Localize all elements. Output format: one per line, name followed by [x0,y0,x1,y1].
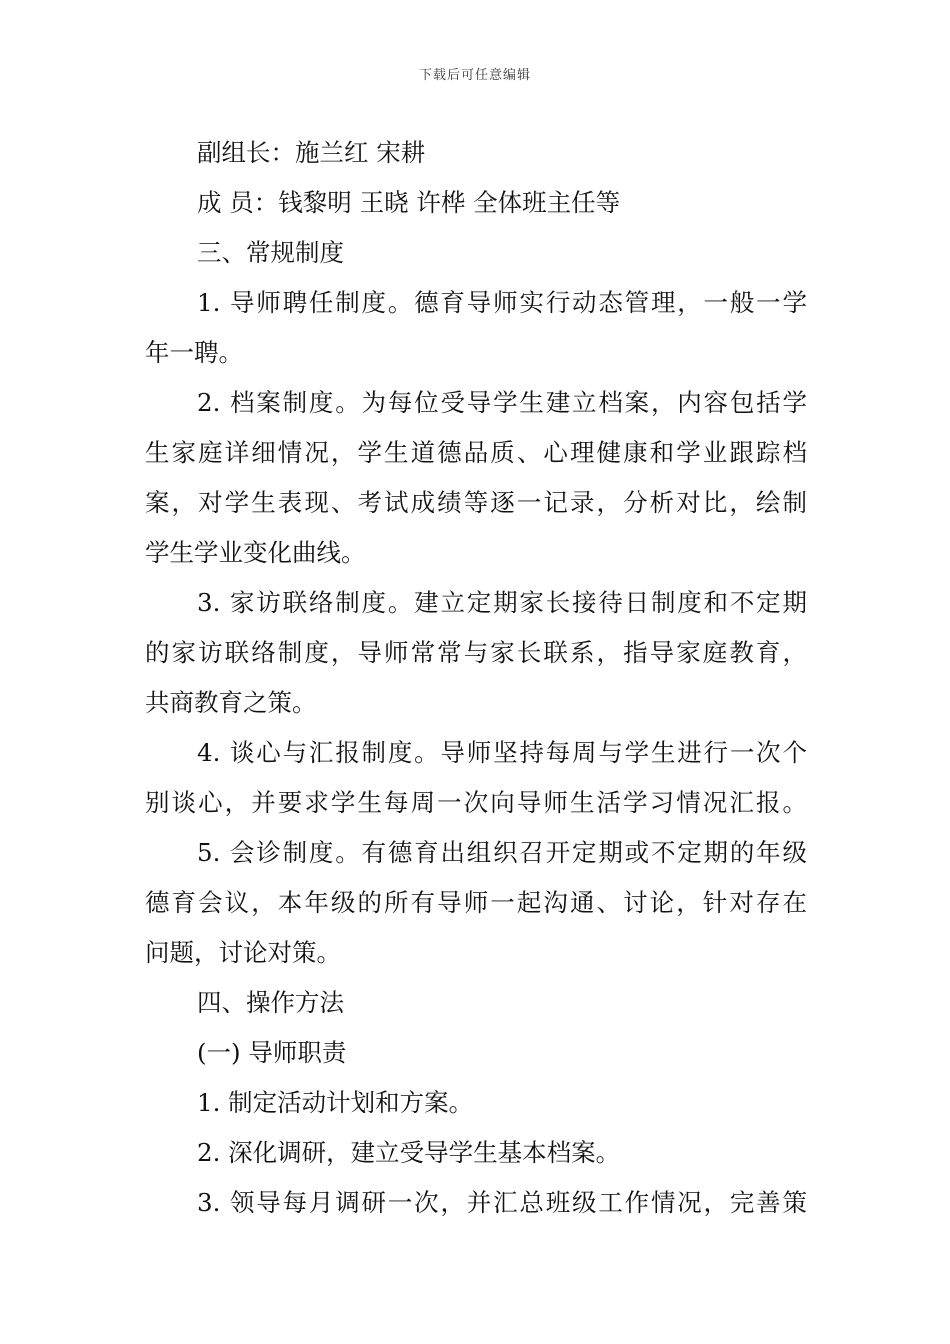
paragraph-line: 年一聘。 [145,338,243,367]
paragraph-line: 共商教育之策。 [145,688,317,717]
list-item: 3. 领导每月调研一次，并汇总班级工作情况，完善策 [197,1188,807,1217]
paragraph-line: 1. 导师聘任制度。德育导师实行动态管理，一般一学 [197,288,807,317]
paragraph-line: 问题，讨论对策。 [145,938,341,967]
paragraph-line: 生家庭详细情况，学生道德品质、心理健康和学业跟踪档 [145,438,807,467]
paragraph-line: 4. 谈心与汇报制度。导师坚持每周与学生进行一次个 [197,738,807,767]
paragraph-line: 学生学业变化曲线。 [145,538,366,567]
page-header: 下载后可任意编辑 [418,68,531,83]
members-line: 成 员：钱黎明 王晓 许桦 全体班主任等 [197,188,621,217]
list-item: 1. 制定活动计划和方案。 [197,1088,474,1117]
vice-leader-line: 副组长：施兰红 宋耕 [197,138,426,167]
paragraph-line: 5. 会诊制度。有德育出组织召开定期或不定期的年级 [197,838,807,867]
paragraph-line: 的家访联络制度，导师常常与家长联系，指导家庭教育， [145,638,807,667]
section-heading-3: 三、常规制度 [197,238,344,267]
document-body [145,128,807,1228]
paragraph-line: 2. 档案制度。为每位受导学生建立档案，内容包括学 [197,388,807,417]
paragraph-line: 案，对学生表现、考试成绩等逐一记录，分析对比，绘制 [145,488,807,517]
section-heading-4: 四、操作方法 [197,988,344,1017]
list-item: 2. 深化调研，建立受导学生基本档案。 [197,1138,621,1167]
paragraph-line: 3. 家访联络制度。建立定期家长接待日制度和不定期 [197,588,807,617]
paragraph-line: 德育会议，本年级的所有导师一起沟通、讨论，针对存在 [145,888,807,917]
paragraph-line: 别谈心，并要求学生每周一次向导师生活学习情况汇报。 [145,788,807,817]
subsection-heading: (一) 导师职责 [197,1038,347,1067]
